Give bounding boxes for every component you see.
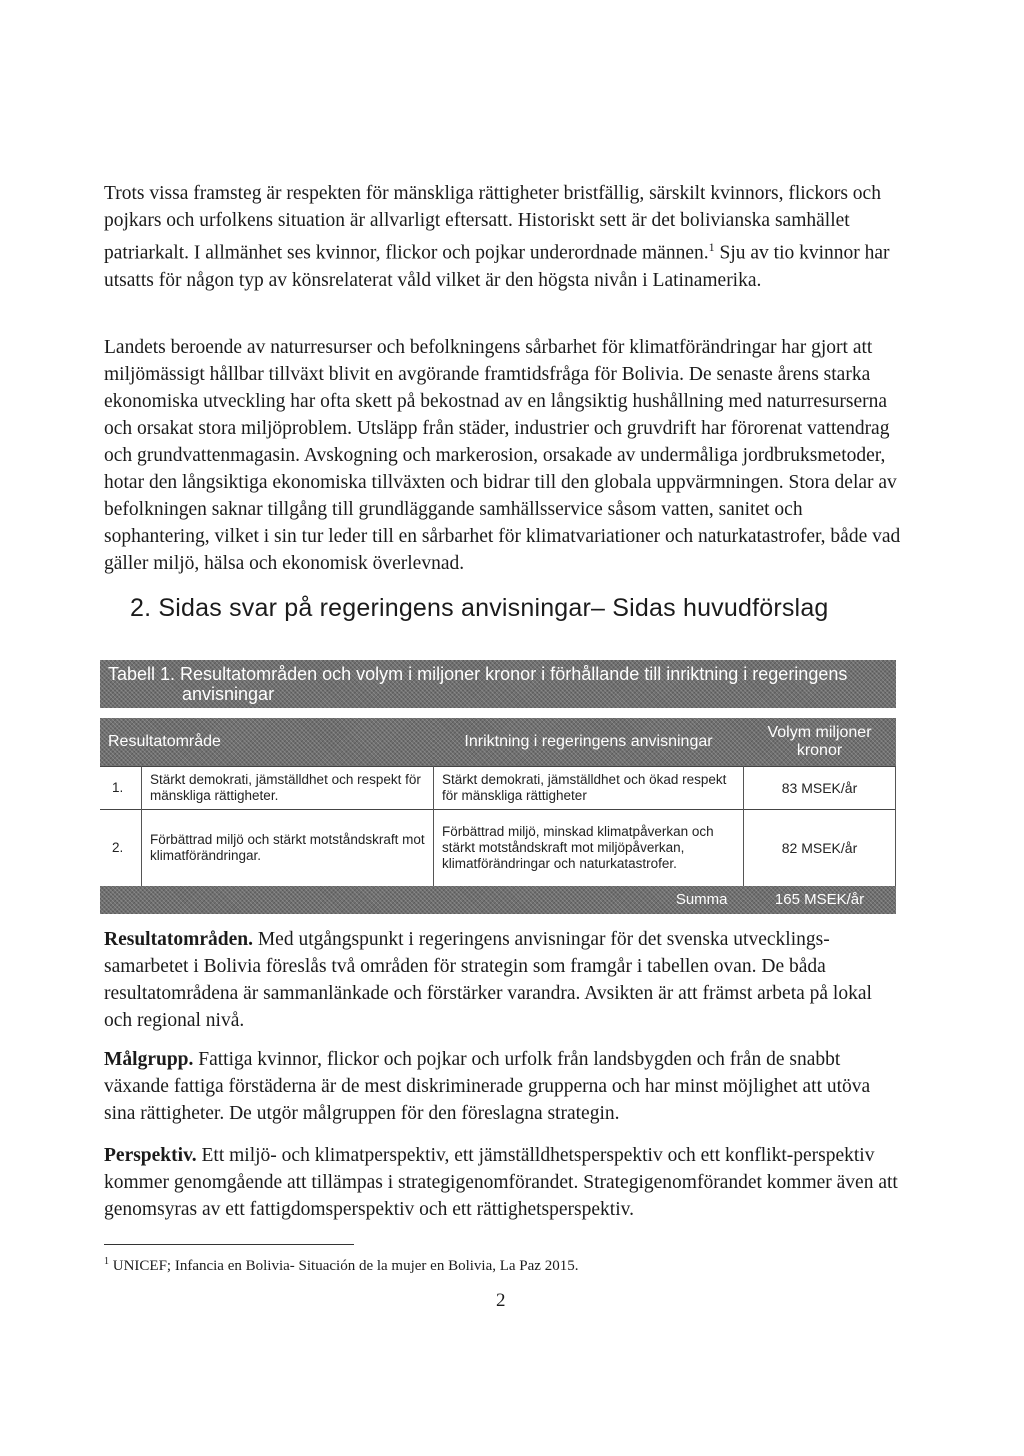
cell-volume: 83 MSEK/år bbox=[744, 767, 896, 810]
table-row bbox=[100, 767, 896, 810]
column-header-direction: Inriktning i regeringens anvisningar bbox=[464, 733, 713, 750]
lead-term: Resultatområden. bbox=[104, 929, 253, 950]
table-header-row bbox=[100, 718, 896, 767]
paragraph-text: Ett miljö- och klimatperspektiv, ett jämställdhetsperspektiv och ett konflikt-perspektiv kommer genomgående att tillämpas i strategigenomförandet. Strategigenomförandet kommer även att genomsyras av ett fattigdomsperspektiv och ett rättighetsperspektiv. bbox=[104, 1145, 898, 1220]
paragraph-result-areas bbox=[104, 926, 904, 1034]
section-heading: 2. Sidas svar på regeringens anvisningar– Sidas huvudförslag bbox=[130, 594, 829, 622]
cell-direction: Stärkt demokrati, jämställdhet och ökad respekt för mänskliga rättigheter bbox=[434, 767, 744, 810]
footnote-divider bbox=[104, 1244, 354, 1245]
table-caption bbox=[100, 660, 896, 708]
row-number: 2. bbox=[100, 810, 142, 887]
results-table bbox=[100, 660, 896, 914]
cell-area: Förbättrad miljö och stärkt motståndskraft mot klimatförändringar. bbox=[142, 810, 434, 887]
footnote-mark: 1 bbox=[104, 1256, 109, 1267]
row-number: 1. bbox=[100, 767, 142, 810]
footnote-reference[interactable]: 1 bbox=[708, 240, 715, 254]
lead-term: Perspektiv. bbox=[104, 1145, 197, 1166]
cell-direction: Förbättrad miljö, minskad klimatpåverkan och stärkt motståndskraft mot miljöpåverkan, klimatförändringar och naturkatastrofer. bbox=[434, 810, 744, 887]
table-caption-line-1: Tabell 1. Resultatområden och volym i miljoner kronor i förhållande till inriktning i regeringens bbox=[108, 664, 848, 684]
table-grid bbox=[100, 718, 896, 914]
paragraph-environment: Landets beroende av naturresurser och befolkningens sårbarhet för klimatförändringar har gjort att miljömässigt hållbar tillväxt blivit en avgörande framtidsfråga för Bolivia. De senaste årens starka ekonomiska utveckling har ofta skett på bekostnad av en långsiktig hushållning med naturresurserna och orsakat stora miljöproblem. Utsläpp från städer, industrier och gruvdrift har förorenat vattendrag och grundvattenmagasin. Avskogning och markerosion, orsakade av undermåliga jordbruksmetoder, hotar den långsiktiga ekonomiska tillväxten och bidrar till den globala uppvärmningen. Stora delar av befolkningen saknar tillgång till grundläggande samhällsservice såsom vatten, sanitet och sophantering, vilket i sin tur leder till en sårbarhet för klimatvariationer och naturkatastrofer, både vad gäller miljö, hälsa och ekonomisk överlevnad. bbox=[104, 337, 901, 574]
page-number: 2 bbox=[496, 1290, 506, 1311]
paragraph-perspectives bbox=[104, 1142, 904, 1223]
table-sum-row bbox=[100, 886, 896, 914]
cell-volume: 82 MSEK/år bbox=[744, 810, 896, 887]
column-header-volume: Volym miljoner kronor bbox=[767, 724, 872, 759]
footnote bbox=[104, 1256, 578, 1275]
sum-label: Summa bbox=[675, 891, 728, 908]
paragraph-text: Trots vissa framsteg är respekten för mänskliga rättigheter bristfällig, särskilt kvinnors, flickors och pojkars och urfolkens situation är allvarligt eftersatt. Historiskt sett är det bolivianska samhället patriarkalt. I allmänhet ses kvinnor, flickor och pojkar underordnade männen. bbox=[104, 183, 881, 264]
footnote-text: UNICEF; Infancia en Bolivia- Situación de la mujer en Bolivia, La Paz 2015. bbox=[109, 1258, 579, 1274]
lead-term: Målgrupp. bbox=[104, 1049, 194, 1070]
cell-area: Stärkt demokrati, jämställdhet och respekt för mänskliga rättigheter. bbox=[142, 767, 434, 810]
paragraph-target-group bbox=[104, 1046, 904, 1127]
paragraph-text: Fattiga kvinnor, flickor och pojkar och urfolk från landsbygden och från de snabbt växande fattiga förstäderna är de mest diskriminerade grupperna och har minst möjlighet att utöva sina rättigheter. De utgör målgruppen för den föreslagna strategin. bbox=[104, 1049, 871, 1124]
sum-value: 165 MSEK/år bbox=[774, 891, 865, 908]
paragraph-text: Med utgångspunkt i regeringens anvisningar för det svenska utvecklings-samarbetet i Bolivia föreslås två områden för strategin som framgår i tabellen ovan. De båda resultatområdena är sammanlänkade och förstärker varandra. Avsikten är att främst arbeta på lokal och regional nivå. bbox=[104, 929, 872, 1031]
table-caption-line-2: anvisningar bbox=[182, 684, 275, 704]
paragraph-text: Sju av tio kvinnor har utsatts för någon typ av könsrelaterat våld vilket är den högsta nivån i Latinamerika. bbox=[104, 242, 890, 291]
column-header-area: Resultatområde bbox=[108, 733, 221, 750]
table-row bbox=[100, 810, 896, 887]
paragraph-human-rights bbox=[104, 180, 904, 294]
